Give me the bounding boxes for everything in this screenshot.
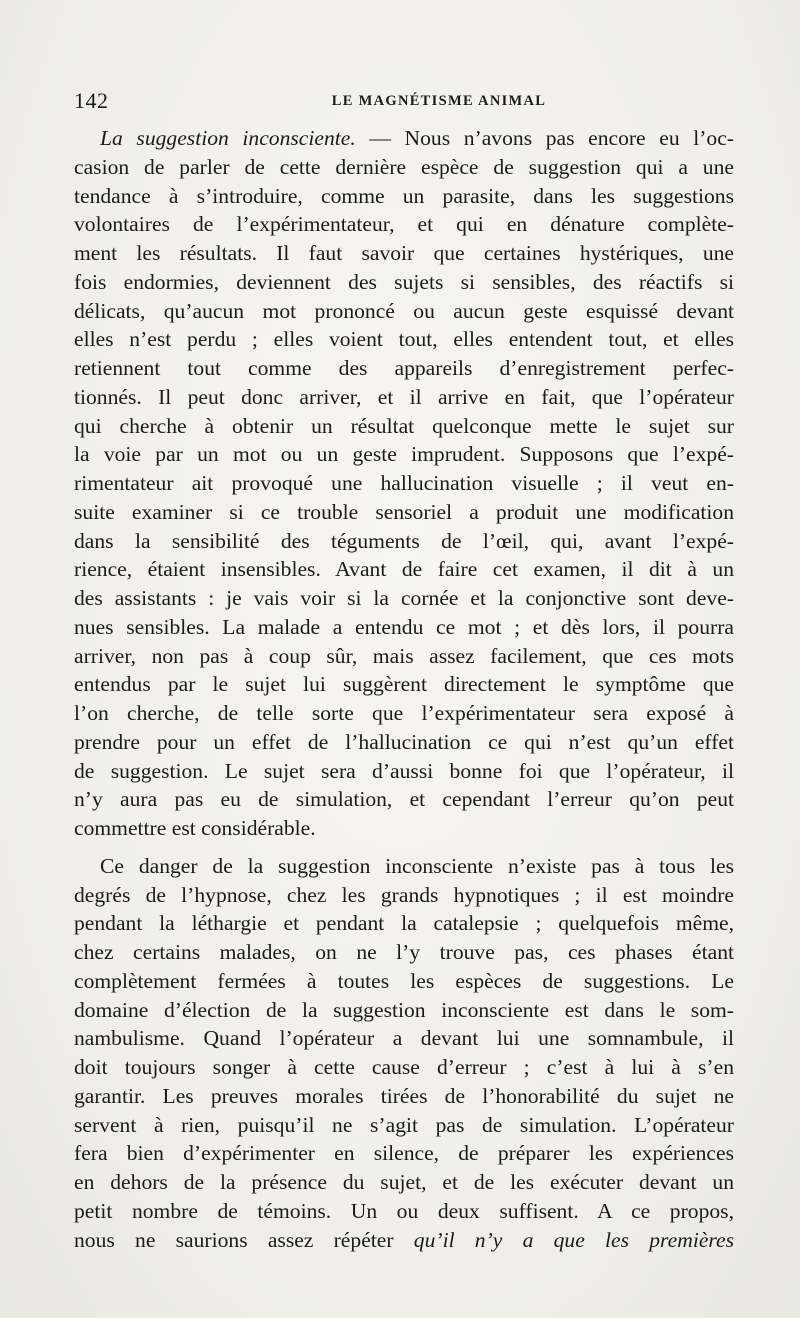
paragraph-2 [74,852,734,1255]
text-line: retiennent tout comme des appareils d’enregistrement perfec- [74,356,734,380]
emphasized-text: qu’il n’y a que les premières [413,1227,734,1252]
text-line: en dehors de la présence du sujet, et de les exécuter devant un [74,1170,734,1194]
text-line: nambulisme. Quand l’opérateur a devant lui une somnambule, il [74,1026,734,1051]
page-number: 142 [74,88,109,113]
section-lead: La suggestion inconsciente. [100,126,356,150]
text-line: fera bien d’expérimenter en silence, de préparer les expériences [74,1141,734,1166]
paragraph-gap [74,843,734,852]
text-line: nues sensibles. La malade a entendu ce mot ; et dès lors, il pourra [74,614,734,639]
body-text [74,124,734,1254]
text-line: délicats, qu’aucun mot prononcé ou aucun geste esquissé devant [74,298,734,323]
text-line: dans la sensibilité des téguments de l’œil, qui, avant l’expé- [74,528,734,553]
text-line: petit nombre de témoins. Un ou deux suffisent. A ce propos, [74,1198,734,1223]
text-line: prendre pour un effet de l’hallucination ce qui n’est qu’un effet [74,729,734,754]
text-line: de suggestion. Le sujet sera d’aussi bonne foi que l’opérateur, il [74,758,734,783]
text-line: la voie par un mot ou un geste imprudent. Supposons que l’expé- [74,442,734,467]
text-line: ment les résultats. Il faut savoir que certaines hystériques, une [74,241,734,265]
page-header [74,88,734,116]
text-line: domaine d’élection de la suggestion inconsciente est dans le som- [74,997,734,1022]
text-line: fois endormies, deviennent des sujets si sensibles, des réactifs si [74,269,734,294]
paragraph-1 [74,124,734,843]
text-line: chez certains malades, on ne l’y trouve pas, ces phases étant [74,940,734,964]
text-line: La suggestion inconsciente. — Nous n’avons pas encore eu l’oc- [100,126,734,150]
text-line: nous ne saurions assez répéter qu’il n’y a que les premières [74,1227,734,1252]
text-line: suite examiner si ce trouble sensoriel a produit une modification [74,499,734,524]
text-line: degrés de l’hypnose, chez les grands hypnotiques ; il est moindre [74,882,734,907]
text-line: qui cherche à obtenir un résultat quelconque mette le sujet sur [74,413,734,438]
text-line: volontaires de l’expérimentateur, et qui en dénature complète- [74,212,734,237]
text-line: servent à rien, puisqu’il ne s’agit pas de simulation. L’opérateur [74,1112,734,1137]
text-line: Ce danger de la suggestion inconsciente n’existe pas à tous les [100,853,734,878]
text-line: casion de parler de cette dernière espèce de suggestion qui a une [74,154,734,179]
text-line: rience, étaient insensibles. Avant de faire cet examen, il dit à un [74,557,734,582]
text-line: garantir. Les preuves morales tirées de l’honorabilité du sujet ne [74,1083,734,1108]
text-line: complètement fermées à toutes les espèces de suggestions. Le [74,968,734,993]
text-line: elles n’est perdu ; elles voient tout, elles entendent tout, et elles [74,327,734,352]
text-line: commettre est considérable. [74,816,316,840]
running-head: LE MAGNÉTISME ANIMAL [331,93,547,109]
text-line: arriver, non pas à coup sûr, mais assez facilement, que ces mots [74,643,734,668]
text-line: rimentateur ait provoqué une hallucination visuelle ; il veut en- [74,471,734,495]
text-line: pendant la léthargie et pendant la catalepsie ; quelquefois même, [74,911,734,936]
text-line: l’on cherche, de telle sorte que l’expérimentateur sera exposé à [74,701,734,725]
text-line: des assistants : je vais voir si la cornée et la conjonctive sont deve- [74,586,734,610]
text-line: doit toujours songer à cette cause d’erreur ; c’est à lui à s’en [74,1055,734,1079]
text-line: tendance à s’introduire, comme un parasite, dans les suggestions [74,183,734,208]
text-line: n’y aura pas eu de simulation, et cependant l’erreur qu’on peut [74,787,734,812]
text-line: entendus par le sujet lui suggèrent directement le symptôme que [74,672,734,697]
text-line: tionnés. Il peut donc arriver, et il arrive en fait, que l’opérateur [74,384,734,409]
